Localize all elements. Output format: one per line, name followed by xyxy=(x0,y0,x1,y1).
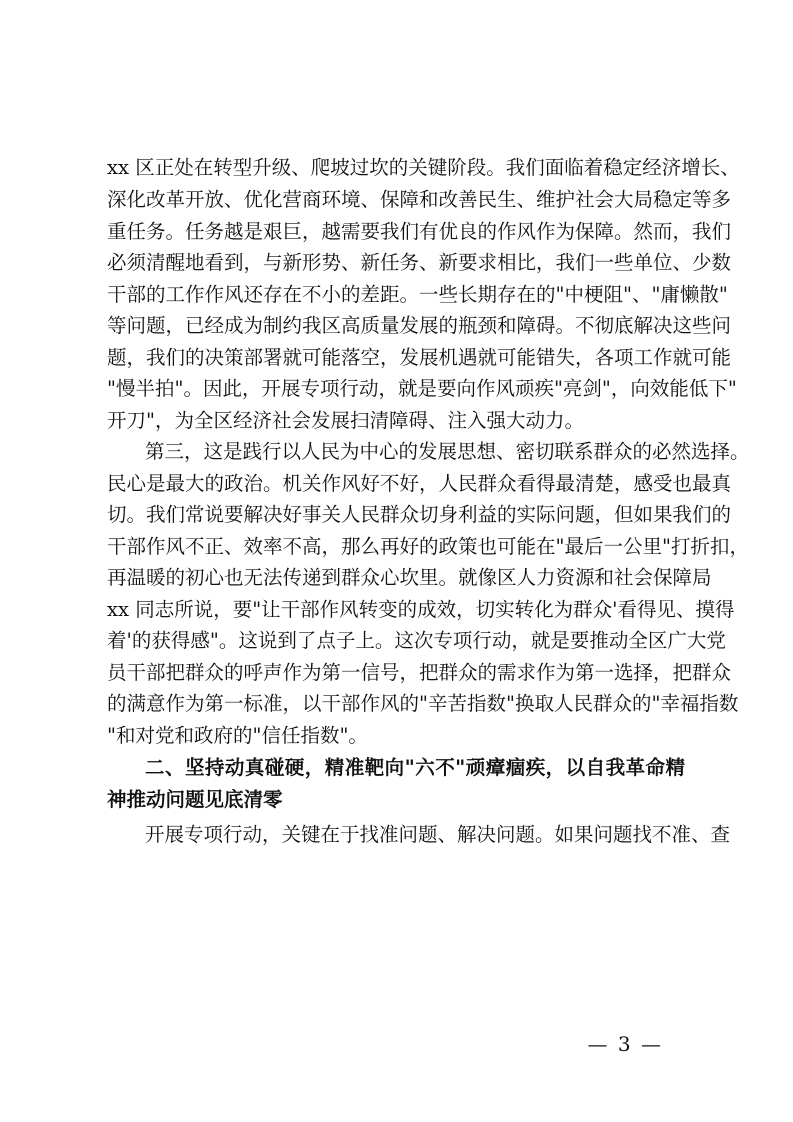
section-heading-line-2: 神推动问题见底清零 xyxy=(107,788,283,811)
paragraph-2-line-7: 着'的获得感"。这说到了点子上。这次专项行动，就是要推动全区广大党 xyxy=(107,629,726,652)
paragraph-2-line-2: 民心是最大的政治。机关作风好不好，人民群众看得最清楚，感受也最真 xyxy=(107,472,732,495)
paragraph-1-line-5: 干部的工作作风还存在不小的差距。一些长期存在的"中梗阻"、"庸懒散" xyxy=(107,283,728,306)
paragraph-2-line-8: 员干部把群众的呼声作为第一信号，把群众的需求作为第一选择，把群众 xyxy=(107,661,732,684)
paragraph-1-line-7: 题，我们的决策部署就可能落空，发展机遇就可能错失，各项工作就可能 xyxy=(107,346,732,369)
paragraph-2-line-4: 干部作风不正、效率不高，那么再好的政策也可能在"最后一公里"打折扣， xyxy=(107,535,749,558)
section-heading-line-1: 二、坚持动真碰硬，精准靶向"六不"顽瘴痼疾，以自我革命精 xyxy=(145,756,685,779)
paragraph-2-line-3: 切。我们常说要解决好事关人民群众切身利益的实际问题，但如果我们的 xyxy=(107,503,732,526)
paragraph-1-line-4: 必须清醒地看到，与新形势、新任务、新要求相比，我们一些单位、少数 xyxy=(107,251,732,274)
paragraph-2-line-9: 的满意作为第一标准，以干部作风的"辛苦指数"换取人民群众的"幸福指数 xyxy=(107,692,739,715)
paragraph-1-line-9: 开刀"，为全区经济社会发展扫清障碍、注入强大动力。 xyxy=(107,409,584,432)
paragraph-3-line-1: 开展专项行动，关键在于找准问题、解决问题。如果问题找不准、查 xyxy=(145,823,731,846)
paragraph-1-line-8: "慢半拍"。因此，开展专项行动，就是要向作风顽疾"亮剑"，向效能低下" xyxy=(107,377,737,400)
paragraph-2-line-6: xx 同志所说，要"让干部作风转变的成效，切实转化为群众'看得见、摸得 xyxy=(107,598,735,621)
paragraph-2-line-10: "和对党和政府的"信任指数"。 xyxy=(107,724,368,747)
paragraph-2-line-5: 再温暖的初心也无法传递到群众心坎里。就像区人力资源和社会保障局 xyxy=(107,566,712,589)
page-number: — 3 — xyxy=(587,1032,663,1056)
paragraph-2-line-1: 第三，这是践行以人民为中心的发展思想、密切联系群众的必然选择。 xyxy=(145,440,750,463)
paragraph-1-line-3: 重任务。任务越是艰巨，越需要我们有优良的作风作为保障。然而，我们 xyxy=(107,220,732,243)
paragraph-1-line-2: 深化改革开放、优化营商环境、保障和改善民生、维护社会大局稳定等多 xyxy=(107,188,732,211)
paragraph-1-line-1: xx 区正处在转型升级、爬坡过坎的关键阶段。我们面临着稳定经济增长、 xyxy=(107,156,740,179)
paragraph-1-line-6: 等问题，已经成为制约我区高质量发展的瓶颈和障碍。不彻底解决这些问 xyxy=(107,314,732,337)
